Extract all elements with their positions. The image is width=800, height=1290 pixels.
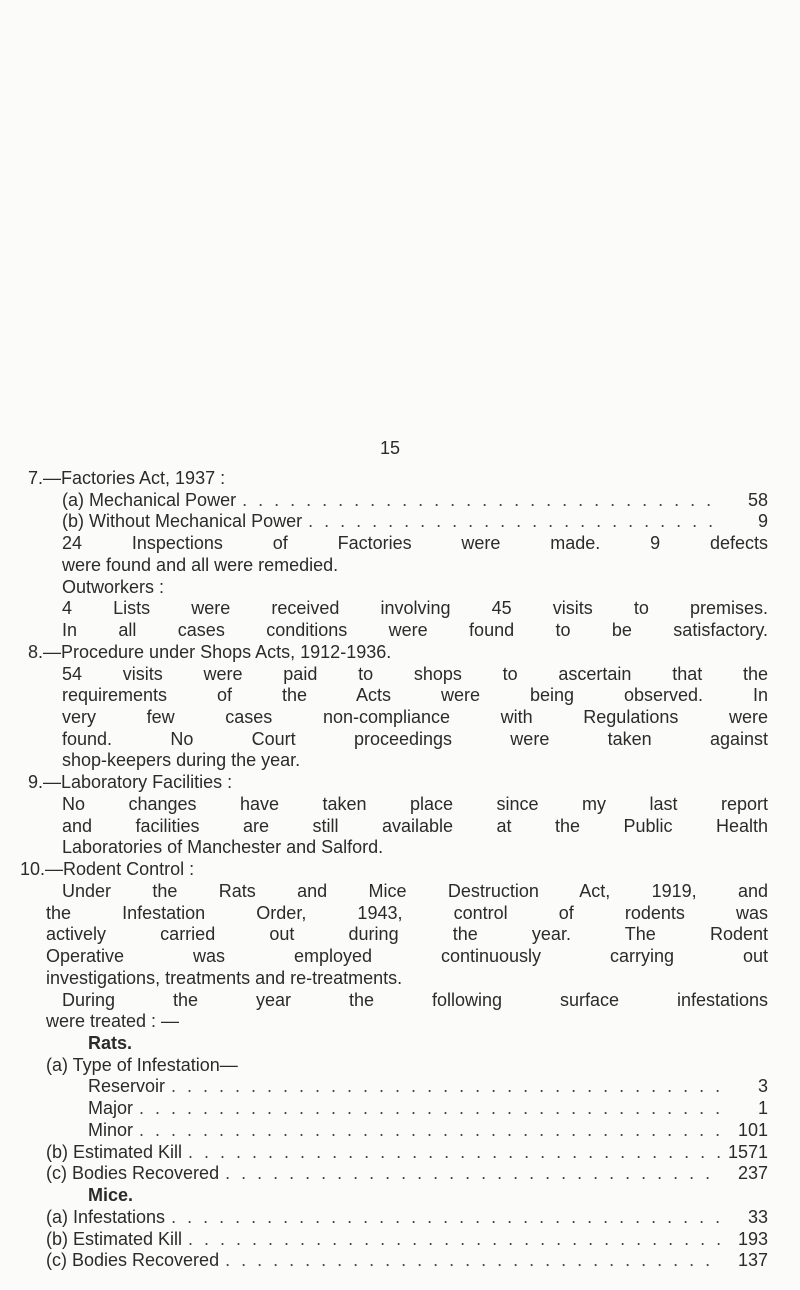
rats-reservoir-value: 3 (757, 1076, 768, 1096)
dot-leader (139, 1098, 722, 1119)
outworkers-line-2: In all cases conditions were found to be satisfactory. (62, 620, 768, 640)
shops-line-5: shop-keepers during the year. (62, 750, 301, 770)
section-7-heading: 7.—Factories Act, 1937 : (28, 468, 226, 488)
page-number: 15 (380, 438, 401, 458)
factories-mechanical-label: (a) Mechanical Power (62, 490, 237, 510)
mice-bodies-recovered-label: (c) Bodies Recovered (46, 1250, 220, 1270)
factories-mechanical-row (62, 490, 768, 511)
rats-major-row (88, 1098, 768, 1119)
rodent-line-3: actively carried out during the year. The Rodent (46, 924, 768, 944)
shops-line-2: requirements of the Acts were being observed. In (62, 685, 768, 705)
rats-estimated-kill-value: 1571 (727, 1142, 768, 1162)
laboratory-line-3: Laboratories of Manchester and Salford. (62, 837, 384, 857)
inspections-line-1: 24 Inspections of Factories were made. 9 defects (62, 533, 768, 553)
dot-leader (225, 1250, 722, 1271)
mice-heading: Mice. (88, 1185, 134, 1205)
section-8-heading: 8.—Procedure under Shops Acts, 1912-1936. (28, 642, 392, 662)
rats-estimated-kill-label: (b) Estimated Kill (46, 1142, 183, 1162)
outworkers-label: Outworkers : (62, 577, 165, 597)
laboratory-line-1: No changes have taken place since my last report (62, 794, 768, 814)
rats-bodies-recovered-row (46, 1163, 768, 1184)
dot-leader (188, 1142, 722, 1163)
rodent-line-2: the Infestation Order, 1943, control of rodents was (46, 903, 768, 923)
mice-estimated-kill-row (46, 1229, 768, 1250)
dot-leader (308, 511, 722, 532)
mice-bodies-recovered-row (46, 1250, 768, 1271)
dot-leader (242, 490, 722, 511)
laboratory-line-2: and facilities are still available at the Public Health (62, 816, 768, 836)
shops-line-3: very few cases non-compliance with Regulations were (62, 707, 768, 727)
rats-major-label: Major (88, 1098, 134, 1118)
dot-leader (171, 1076, 722, 1097)
dot-leader (225, 1163, 722, 1184)
outworkers-line-1: 4 Lists were received involving 45 visits to premises. (62, 598, 768, 618)
section-9-heading: 9.—Laboratory Facilities : (28, 772, 233, 792)
dot-leader (188, 1229, 722, 1250)
mice-estimated-kill-label: (b) Estimated Kill (46, 1229, 183, 1249)
dot-leader (139, 1120, 722, 1141)
factories-without-mechanical-label: (b) Without Mechanical Power (62, 511, 303, 531)
rats-bodies-recovered-label: (c) Bodies Recovered (46, 1163, 220, 1183)
rats-heading: Rats. (88, 1033, 133, 1053)
inspections-line-2: were found and all were remedied. (62, 555, 339, 575)
factories-mechanical-value: 58 (747, 490, 768, 510)
rats-minor-row (88, 1120, 768, 1141)
factories-without-mechanical-value: 9 (757, 511, 768, 531)
rats-minor-label: Minor (88, 1120, 134, 1140)
rodent-line-1: Under the Rats and Mice Destruction Act, 1919, and (62, 881, 768, 901)
shops-line-1: 54 visits were paid to shops to ascertain that the (62, 664, 768, 684)
dot-leader (171, 1207, 722, 1228)
section-10-heading: 10.—Rodent Control : (20, 859, 195, 879)
rats-reservoir-label: Reservoir (88, 1076, 166, 1096)
rats-bodies-recovered-value: 237 (737, 1163, 768, 1183)
rodent-line-5: investigations, treatments and re-treatments. (46, 968, 403, 988)
rats-minor-value: 101 (737, 1120, 768, 1140)
mice-bodies-recovered-value: 137 (737, 1250, 768, 1270)
mice-infestations-value: 33 (747, 1207, 768, 1227)
rats-reservoir-row (88, 1076, 768, 1097)
mice-infestations-label: (a) Infestations (46, 1207, 166, 1227)
rodent-line-6: During the year the following surface infestations (62, 990, 768, 1010)
rats-type-of-infestation: (a) Type of Infestation— (46, 1055, 238, 1075)
rats-estimated-kill-row (46, 1142, 768, 1163)
rodent-line-4: Operative was employed continuously carrying out (46, 946, 768, 966)
mice-estimated-kill-value: 193 (737, 1229, 768, 1249)
rodent-line-7: were treated : — (46, 1011, 180, 1031)
shops-line-4: found. No Court proceedings were taken against (62, 729, 768, 749)
rats-major-value: 1 (757, 1098, 768, 1118)
mice-infestations-row (46, 1207, 768, 1228)
factories-without-mechanical-row (62, 511, 768, 532)
